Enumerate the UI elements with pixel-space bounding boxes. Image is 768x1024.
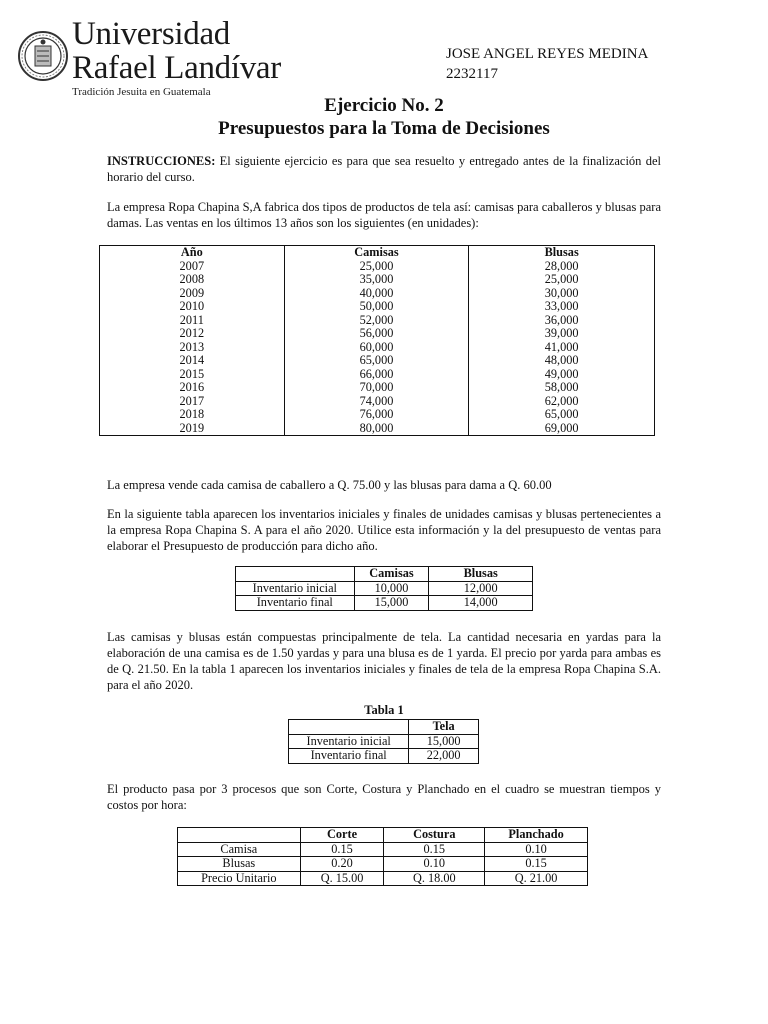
cell-camisas: 65,000	[284, 354, 469, 368]
table-header-row	[178, 828, 588, 843]
cell-year: 2009	[100, 287, 285, 301]
cell-planchado: 0.15	[485, 857, 588, 872]
price-paragraph: La empresa vende cada camisa de caballero a Q. 75.00 y las blusas para dama a Q. 60.00	[107, 478, 552, 492]
cell-camisas: 52,000	[284, 314, 469, 328]
table-row	[100, 354, 655, 368]
cell-label: Inventario final	[236, 596, 355, 611]
cell-year: 2016	[100, 381, 285, 395]
cell-blusas: 14,000	[429, 596, 533, 611]
intro-paragraph: La empresa Ropa Chapina S,A fabrica dos tipos de productos de tela así: camisas para caballeros y blusas para damas. Las ventas en los últimos 13 años son los siguientes (en unidades):	[107, 200, 661, 230]
student-id: 2232117	[446, 66, 498, 82]
header-tela: Tela	[409, 720, 479, 735]
cell-blusas: 36,000	[469, 314, 655, 328]
cell-camisas: 60,000	[284, 341, 469, 355]
table-row	[100, 273, 655, 287]
cell-blusas: 49,000	[469, 368, 655, 382]
header-empty	[289, 720, 409, 735]
cell-camisas: 10,000	[354, 581, 429, 596]
table-row	[100, 327, 655, 341]
cell-corte: 0.15	[300, 842, 384, 857]
table-row	[100, 314, 655, 328]
cell-year: 2008	[100, 273, 285, 287]
table-row	[236, 596, 533, 611]
cell-label: Precio Unitario	[178, 871, 301, 886]
cell-camisas: 70,000	[284, 381, 469, 395]
table-row	[100, 408, 655, 422]
instructions-paragraph	[107, 153, 661, 185]
fabric-inventory-table	[288, 719, 479, 764]
cell-camisas: 15,000	[354, 596, 429, 611]
table-row	[100, 287, 655, 301]
cell-year: 2007	[100, 260, 285, 274]
university-seal-icon	[18, 18, 70, 98]
cell-label: Inventario final	[289, 749, 409, 764]
cell-blusas: 28,000	[469, 260, 655, 274]
cell-blusas: 33,000	[469, 300, 655, 314]
table-row	[289, 749, 479, 764]
cell-label: Blusas	[178, 857, 301, 872]
cell-camisas: 35,000	[284, 273, 469, 287]
cell-label: Camisa	[178, 842, 301, 857]
cell-label: Inventario inicial	[289, 734, 409, 749]
table-header-row	[236, 567, 533, 582]
table-header-row	[100, 246, 655, 260]
cell-tela: 15,000	[409, 734, 479, 749]
header-planchado: Planchado	[485, 828, 588, 843]
cell-costura: Q. 18.00	[384, 871, 485, 886]
logo-tagline: Tradición Jesuita en Guatemala	[72, 86, 211, 98]
cell-year: 2013	[100, 341, 285, 355]
instructions-text: El siguiente ejercicio es para que sea resuelto y entregado antes de la finalización del horario del curso.	[107, 154, 661, 184]
cell-planchado: Q. 21.00	[485, 871, 588, 886]
cell-corte: Q. 15.00	[300, 871, 384, 886]
cell-year: 2010	[100, 300, 285, 314]
header-blusas: Blusas	[469, 246, 655, 260]
table-row	[100, 395, 655, 409]
cell-camisas: 66,000	[284, 368, 469, 382]
cell-year: 2014	[100, 354, 285, 368]
cell-camisas: 25,000	[284, 260, 469, 274]
university-logo	[18, 16, 281, 102]
cell-camisas: 56,000	[284, 327, 469, 341]
table-header-row	[289, 720, 479, 735]
cell-blusas: 58,000	[469, 381, 655, 395]
table-row	[100, 422, 655, 436]
table-row	[100, 300, 655, 314]
cell-camisas: 80,000	[284, 422, 469, 436]
cell-costura: 0.10	[384, 857, 485, 872]
document-titles	[0, 94, 768, 140]
inventory-intro-paragraph: En la siguiente tabla aparecen los inventarios iniciales y finales de unidades camisas y blusas pertenecientes a la empresa Ropa Chapina S. A para el año 2020. Utilice esta información y la del presupuesto de ventas para elaborar el Presupuesto de producción para dicho año.	[107, 507, 661, 553]
table-row	[178, 871, 588, 886]
cell-year: 2015	[100, 368, 285, 382]
cell-blusas: 65,000	[469, 408, 655, 422]
table-row	[100, 381, 655, 395]
cell-year: 2019	[100, 422, 285, 436]
cell-corte: 0.20	[300, 857, 384, 872]
cell-blusas: 25,000	[469, 273, 655, 287]
logo-name: Rafael Landívar	[72, 50, 281, 86]
cell-year: 2011	[100, 314, 285, 328]
table-row	[178, 857, 588, 872]
cell-blusas: 39,000	[469, 327, 655, 341]
table-row	[289, 734, 479, 749]
cell-camisas: 76,000	[284, 408, 469, 422]
header-blusas: Blusas	[429, 567, 533, 582]
header-camisas: Camisas	[284, 246, 469, 260]
cell-blusas: 62,000	[469, 395, 655, 409]
table-row	[178, 842, 588, 857]
cell-blusas: 48,000	[469, 354, 655, 368]
process-table	[177, 827, 588, 886]
student-name: JOSE ANGEL REYES MEDINA	[446, 46, 649, 62]
logo-university: Universidad	[72, 16, 230, 52]
cell-camisas: 40,000	[284, 287, 469, 301]
cell-camisas: 50,000	[284, 300, 469, 314]
header-corte: Corte	[300, 828, 384, 843]
table-row	[100, 368, 655, 382]
header-year: Año	[100, 246, 285, 260]
cell-planchado: 0.10	[485, 842, 588, 857]
cell-year: 2017	[100, 395, 285, 409]
header-costura: Costura	[384, 828, 485, 843]
process-paragraph: El producto pasa por 3 procesos que son Corte, Costura y Planchado en el cuadro se muestran tiempos y costos por hora:	[107, 782, 661, 812]
sales-table	[99, 245, 655, 436]
fabric-paragraph: Las camisas y blusas están compuestas principalmente de tela. La cantidad necesaria en yardas para la elaboración de una camisa es de 1.50 yardas y para una blusa es de 1 yarda. El precio por yarda para ambas es de Q. 21.50. En la tabla 1 aparecen los inventarios iniciales y finales de tela de la empresa Ropa Chapina S.A. para el año 2020.	[107, 630, 661, 692]
header-camisas: Camisas	[354, 567, 429, 582]
cell-blusas: 12,000	[429, 581, 533, 596]
cell-blusas: 41,000	[469, 341, 655, 355]
table-row	[100, 260, 655, 274]
cell-blusas: 30,000	[469, 287, 655, 301]
cell-blusas: 69,000	[469, 422, 655, 436]
cell-label: Inventario inicial	[236, 581, 355, 596]
header-empty	[236, 567, 355, 582]
cell-year: 2012	[100, 327, 285, 341]
cell-year: 2018	[100, 408, 285, 422]
inventory-table	[235, 566, 533, 611]
header-empty	[178, 828, 301, 843]
student-info	[446, 44, 648, 84]
cell-tela: 22,000	[409, 749, 479, 764]
table-row	[236, 581, 533, 596]
tabla1-caption: Tabla 1	[364, 703, 404, 717]
cell-camisas: 74,000	[284, 395, 469, 409]
cell-costura: 0.15	[384, 842, 485, 857]
exercise-subtitle: Presupuestos para la Toma de Decisiones	[218, 118, 550, 139]
exercise-title: Ejercicio No. 2	[324, 95, 444, 116]
table-row	[100, 341, 655, 355]
instructions-label: INSTRUCCIONES:	[107, 154, 216, 168]
